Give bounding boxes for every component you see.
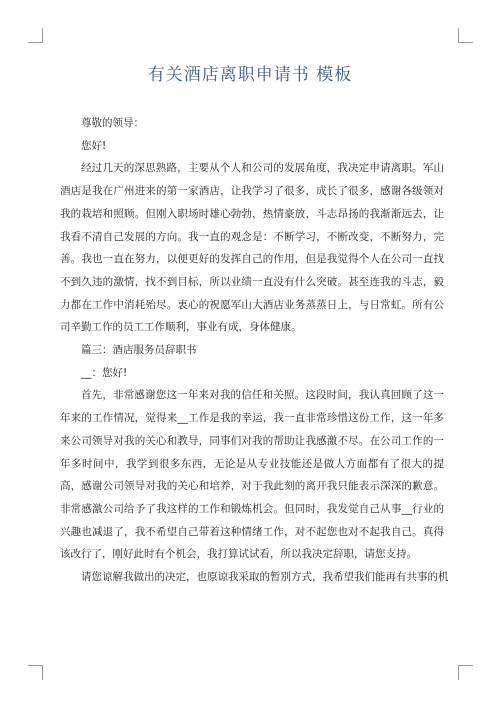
greeting: 您好! [81,139,107,152]
paragraph-resignation-reason: 经过几天的深思熟路，主要从个人和公司的发展角度，我决定申请离职。军山酒店是我在广州进来的第一家酒店，让我学习了很多，成长了很多，感谢各级领对我的栽培和照顾。但刚入职场时雄心勃勃，热情豪放，斗志昂扬的我渐渐远去，让我看不清自己发展的方向。我一直的观念是：不断学习，不断改变，不断努力，完善。我也一直在努力，以便更好的发挥自己的作用，但是我觉得个人在公司一直找不到久违的激情，找不到目标，所以业绩一直没有什么突破。甚至连我的斗志，毅力都在工作中消耗殆尽。衷心的祝愿军山大酒店业务蒸蒸日上，与日常虹。所有公司辛勤工作的员工工作顺利，事业有成，身体健康。 [60,162,444,334]
crop-mark-top-right [458,28,473,43]
greeting-second-letter: __：您好! [81,366,128,379]
crop-mark-top-left [28,28,43,43]
paragraph-thanks: 首先，非常感谢您这一年来对我的信任和关照。这段时间，我认真回顾了这一年来的工作情况，觉得来__工作是我的幸运，我一直非常珍惜这份工作，这一年多来公司领导对我的关心和教导，同事们对我的帮助让我感激不尽。在公司工作的一年多时间中，我学到很多东西，无论是从专业技能还是做人方面都有了很大的提高，感谢公司领导对我的关心和培养，对于我此刻的离开我只能表示深深的歉意。非常感激公司给予了我这样的工作和锻炼机会。但同时，我发觉自己从事__行业的兴趣也减退了，我不希望自己带着这种情绪工作，对不起您也对不起我自己。真得该改行了，刚好此时有个机会，我打算试试看，所以我决定辞职，请您支持。 [60,389,444,561]
crop-mark-bottom-right [458,665,473,680]
section-heading: 篇三：酒店服务员辞职书 [81,344,197,357]
document-body [60,112,449,589]
paragraph-closing: 请您谅解我做出的决定，也原谅我采取的暂别方式，我希望我们能再有共事的机 [81,571,449,584]
salutation: 尊敬的领导： [81,117,144,129]
document-title: 有关酒店离职申请书 模板 [147,65,353,85]
crop-mark-bottom-left [28,665,43,680]
